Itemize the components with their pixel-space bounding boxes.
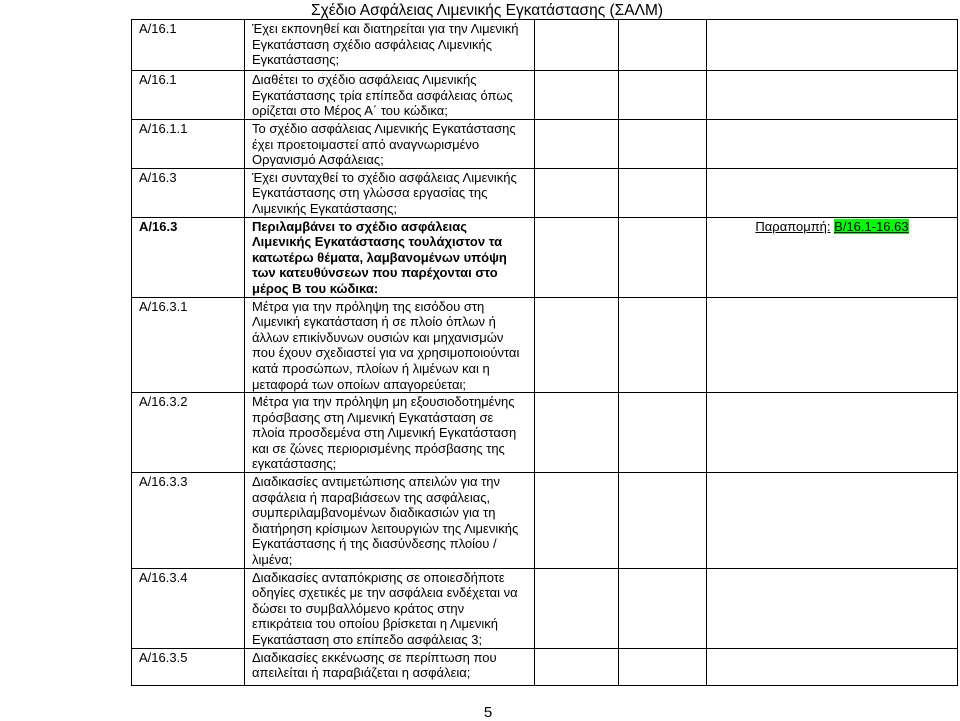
requirement-text: Διαδικασίες αντιμετώπισης απειλών για την ασφάλεια ή παραβιάσεων της ασφάλειας, συμπεριλαμβανομένων διαδικασιών για τη διατήρηση κρίσιμων λειτουργιών της Λιμενικής Εγκατάστασης ή της διασύνδεσης πλοίου /λιμένα; — [245, 473, 535, 569]
checklist-table — [131, 19, 958, 686]
table-row — [132, 297, 958, 393]
reference-cell: Α/16.3.2 — [132, 393, 245, 473]
blank-cell — [535, 393, 619, 473]
requirement-text: Διαδικασίες εκκένωσης σε περίπτωση που απειλείται ή παραβιάζεται η ασφάλεια; — [245, 648, 535, 685]
reference-cell: Α/16.1 — [132, 20, 245, 71]
requirement-text: Διαδικασίες ανταπόκρισης σε οποιεσδήποτε οδηγίες σχετικές με την ασφάλεια ενδέχεται να δώσει το συμβαλλόμενο κράτος στην επικράτεια του οποίου βρίσκεται η Λιμενική Εγκατάσταση στο επίπεδο ασφάλειας 3; — [245, 568, 535, 648]
blank-cell — [535, 568, 619, 648]
blank-cell — [535, 297, 619, 393]
table-row — [132, 568, 958, 648]
blank-cell — [707, 71, 958, 120]
page-number: 5 — [483, 704, 493, 721]
blank-cell — [535, 120, 619, 169]
reference-cell: Α/16.1.1 — [132, 120, 245, 169]
reference-cell: Α/16.3.1 — [132, 297, 245, 393]
reference-cell: Α/16.3.3 — [132, 473, 245, 569]
reference-note — [707, 217, 958, 297]
requirement-text: Περιλαμβάνει το σχέδιο ασφάλειας Λιμενικής Εγκατάστασης τουλάχιστον τα κατωτέρω θέματα, λαμβανομένων υπόψη των κατευθύνσεων που παρέχονται στο μέρος Β του κώδικα: — [245, 217, 535, 297]
blank-cell — [535, 168, 619, 217]
reference-cell: Α/16.3 — [132, 217, 245, 297]
blank-cell — [619, 648, 707, 685]
reference-note-value: Β/16.1-16.63 — [834, 218, 909, 234]
blank-cell — [619, 20, 707, 71]
blank-cell — [619, 168, 707, 217]
table-row — [132, 473, 958, 569]
blank-cell — [707, 648, 958, 685]
blank-cell — [535, 473, 619, 569]
table-row — [132, 20, 958, 71]
blank-cell — [707, 568, 958, 648]
reference-cell: Α/16.3 — [132, 168, 245, 217]
reference-note-label: Παραπομπή: — [755, 218, 831, 234]
blank-cell — [535, 20, 619, 71]
blank-cell — [535, 648, 619, 685]
blank-cell — [707, 297, 958, 393]
blank-cell — [535, 71, 619, 120]
document-title: Σχέδιο Ασφάλειας Λιμενικής Εγκατάστασης (ΣΑΛΜ) — [310, 2, 664, 19]
requirement-text: Μέτρα για την πρόληψη μη εξουσιοδοτημένης πρόσβασης στη Λιμενική Εγκατάσταση σε πλοία προσδεμένα στη Λιμενική Εγκατάσταση και σε ζώνες περιορισμένης πρόσβασης της εγκατάστασης; — [245, 393, 535, 473]
requirement-text: Το σχέδιο ασφάλειας Λιμενικής Εγκατάστασης έχει προετοιμαστεί από αναγνωρισμένο Οργανισμό Ασφάλειας; — [245, 120, 535, 169]
blank-cell — [619, 393, 707, 473]
table-row — [132, 217, 958, 297]
blank-cell — [707, 120, 958, 169]
table-row — [132, 648, 958, 685]
table-row — [132, 393, 958, 473]
requirement-text: Έχει εκπονηθεί και διατηρείται για την Λιμενική Εγκατάσταση σχέδιο ασφάλειας Λιμενικής Εγκατάστασης; — [245, 20, 535, 71]
table-row — [132, 168, 958, 217]
blank-cell — [619, 297, 707, 393]
requirement-text: Έχει συνταχθεί το σχέδιο ασφάλειας Λιμενικής Εγκατάστασης στη γλώσσα εργασίας της Λιμενικής Εγκατάστασης; — [245, 168, 535, 217]
blank-cell — [619, 473, 707, 569]
blank-cell — [535, 217, 619, 297]
blank-cell — [707, 20, 958, 71]
reference-cell: Α/16.1 — [132, 71, 245, 120]
requirement-text: Διαθέτει το σχέδιο ασφάλειας Λιμενικής Εγκατάστασης τρία επίπεδα ασφάλειας όπως ορίζεται στο Μέρος Α΄ του κώδικα; — [245, 71, 535, 120]
blank-cell — [707, 168, 958, 217]
blank-cell — [707, 473, 958, 569]
requirement-text: Μέτρα για την πρόληψη της εισόδου στη Λιμενική εγκατάσταση ή σε πλοίο όπλων ή άλλων επικίνδυνων ουσιών και μηχανισμών που έχουν σχεδιαστεί για να χρησιμοποιούνται κατά προσώπων, πλοίων ή λιμένων και η μεταφορά των οποίων απαγορεύεται; — [245, 297, 535, 393]
blank-cell — [707, 393, 958, 473]
table-row — [132, 71, 958, 120]
reference-cell: Α/16.3.5 — [132, 648, 245, 685]
blank-cell — [619, 71, 707, 120]
blank-cell — [619, 568, 707, 648]
reference-cell: Α/16.3.4 — [132, 568, 245, 648]
blank-cell — [619, 217, 707, 297]
table-row — [132, 120, 958, 169]
blank-cell — [619, 120, 707, 169]
